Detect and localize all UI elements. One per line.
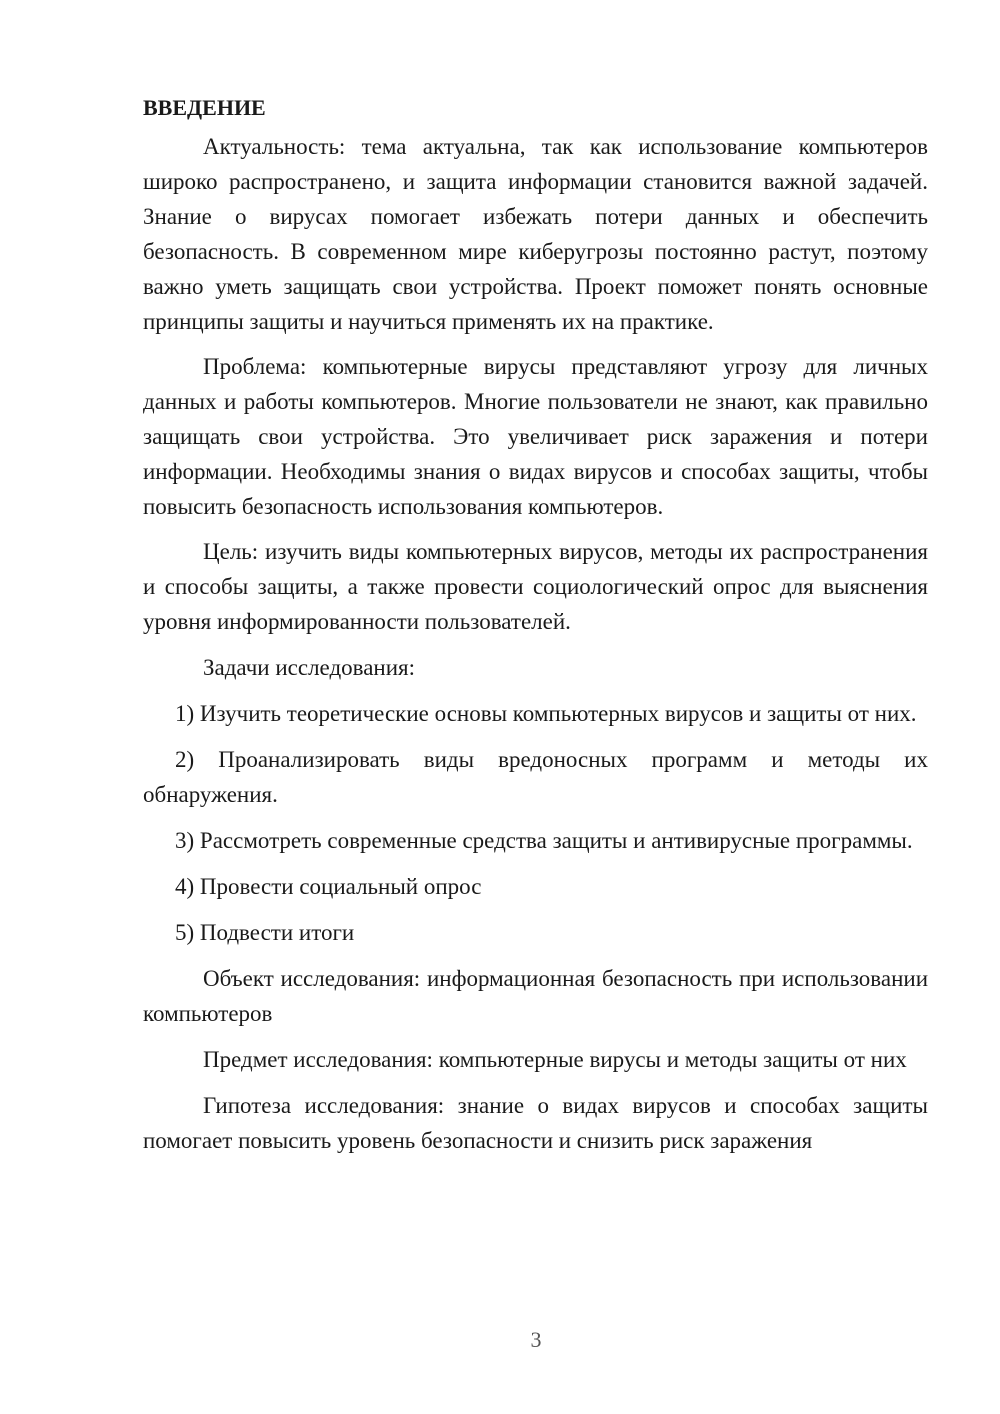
document-page xyxy=(143,90,928,1158)
task-item-1: 1) Изучить теоретические основы компьютерных вирусов и защиты от них. xyxy=(175,701,917,726)
task-item-3: 3) Рассмотреть современные средства защиты и антивирусные программы. xyxy=(175,828,913,853)
goal-paragraph: Цель: изучить виды компьютерных вирусов, методы их распространения и способы защиты, а также провести социологический опрос для выяснения уровня информированности пользователей. xyxy=(143,539,928,634)
task-item-5: 5) Подвести итоги xyxy=(175,920,355,945)
object-paragraph: Объект исследования: информационная безопасность при использовании компьютеров xyxy=(143,966,928,1026)
page-title: ВВЕДЕНИЕ xyxy=(143,95,266,120)
problem-paragraph: Проблема: компьютерные вирусы представляют угрозу для личных данных и работы компьютеров. Многие пользователи не знают, как правильно защищать свои устройства. Это увеличивает риск заражения и потери информации. Необходимы знания о видах вирусов и способах защиты, чтобы повысить безопасность использования компьютеров. xyxy=(143,354,928,519)
hypothesis-paragraph: Гипотеза исследования: знание о видах вирусов и способах защиты помогает повысить уровень безопасности и снизить риск заражения xyxy=(143,1093,928,1153)
subject-paragraph: Предмет исследования: компьютерные вирусы и методы защиты от них xyxy=(203,1047,907,1072)
task-item-4: 4) Провести социальный опрос xyxy=(175,874,482,899)
tasks-heading: Задачи исследования: xyxy=(203,655,416,680)
page-number: 3 xyxy=(530,1327,542,1352)
task-item-2: 2) Проанализировать виды вредоносных программ и методы их обнаружения. xyxy=(143,747,928,807)
relevance-paragraph: Актуальность: тема актуальна, так как использование компьютеров широко распространено, и защита информации становится важной задачей. Знание о вирусах помогает избежать потери данных и обеспечить безопасность. В современном мире киберугрозы постоянно растут, поэтому важно уметь защищать свои устройства. Проект поможет понять основные принципы защиты и научиться применять их на практике. xyxy=(143,134,928,334)
